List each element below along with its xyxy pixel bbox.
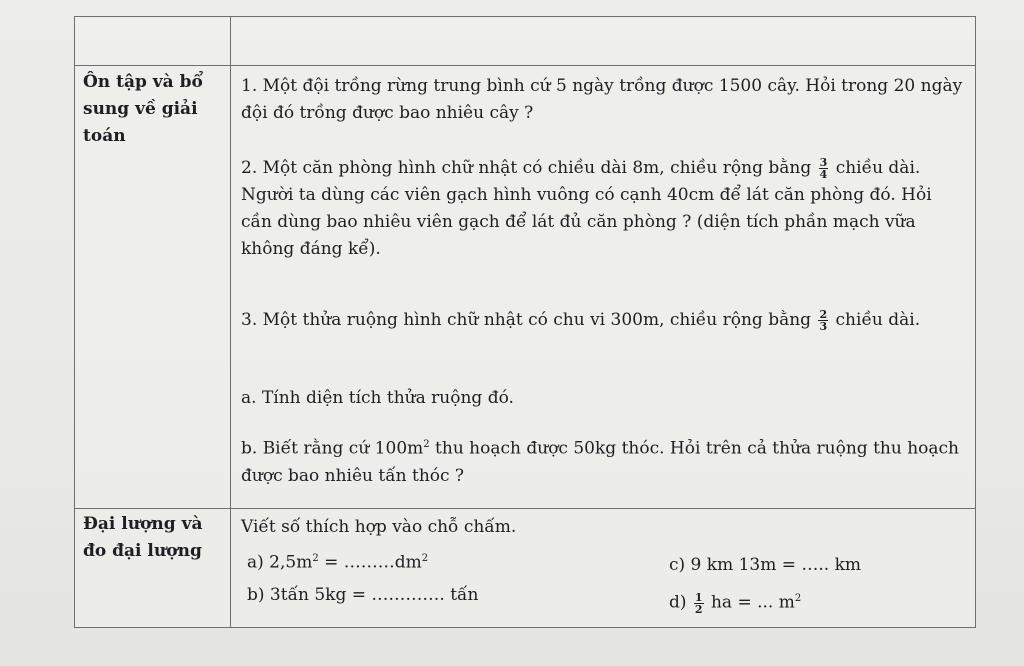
exercise-d [669, 587, 801, 615]
problem-3-text-a: 3. Một thửa ruộng hình chữ nhật có chu vi 300m, chiều rộng bằng [241, 310, 812, 330]
fraction-denominator: 2 [694, 602, 703, 616]
topic-label-measurement: Đại lượng và đo đại lượng [83, 514, 203, 561]
topic-label-review-problems: Ôn tập và bổ sung về giải toán [83, 72, 203, 146]
problem-2 [241, 155, 967, 263]
exercise-a-text: a) 2,5m [247, 552, 313, 573]
superscript: 2 [312, 553, 319, 564]
problem-2-text-a: 2. Một căn phòng hình chữ nhật có chiều dài 8m, chiều rộng bằng [241, 158, 812, 178]
fraction-two-thirds [818, 309, 828, 332]
fraction-numerator: 2 [819, 308, 828, 321]
superscript: 2 [421, 553, 429, 564]
superscript: 2 [794, 593, 802, 604]
problem-3b-text-a: b. Biết rằng cứ 100m [241, 438, 424, 459]
problem-3a: a. Tính diện tích thửa ruộng đó. [241, 388, 514, 408]
problem-3b-text-b: thu hoạch được 50kg thóc. Hỏi trên cả thửa ruộng thu hoạch được bao nhiêu tấn thóc ? [241, 438, 959, 486]
row-divider [75, 508, 975, 509]
problem-3 [241, 307, 967, 334]
fraction-three-quarters [819, 157, 829, 180]
problem-3-text-b: chiều dài. [835, 310, 921, 330]
worksheet-table [74, 16, 976, 628]
exercise-instruction: Viết số thích hợp vào chỗ chấm. [241, 517, 517, 537]
fraction-numerator: 1 [694, 590, 703, 604]
fraction-denominator: 3 [819, 320, 828, 333]
problem-2-text-b: chiều dài. Người ta dùng các viên gạch hình vuông có cạnh 40cm để lát căn phòng đó. Hỏi cần dùng bao nhiêu viên gạch để lát đủ căn phòng ? (diện tích phần mạch vữa không đáng kể). [241, 158, 932, 259]
superscript: 2 [423, 439, 430, 450]
exercise-c: c) 9 km 13m = ….. km [669, 555, 862, 575]
fraction-one-half [694, 592, 704, 615]
problem-1: 1. Một đội trồng rừng trung bình cứ 5 ngày trồng được 1500 cây. Hỏi trong 20 ngày đội đó trồng được bao nhiêu cây ? [241, 76, 963, 123]
exercise-d-label: d) [669, 592, 687, 613]
exercise-d-text: ha = ... m [705, 592, 795, 613]
fraction-denominator: 4 [819, 168, 828, 181]
exercise-b: b) 3tấn 5kg = …………. tấn [247, 585, 479, 605]
exercise-a [247, 547, 428, 575]
fraction-numerator: 3 [819, 156, 828, 169]
header-row-divider [75, 65, 975, 66]
problem-3b [241, 431, 967, 490]
column-divider [230, 17, 231, 627]
exercise-a-blank: = ………dm [318, 552, 422, 573]
